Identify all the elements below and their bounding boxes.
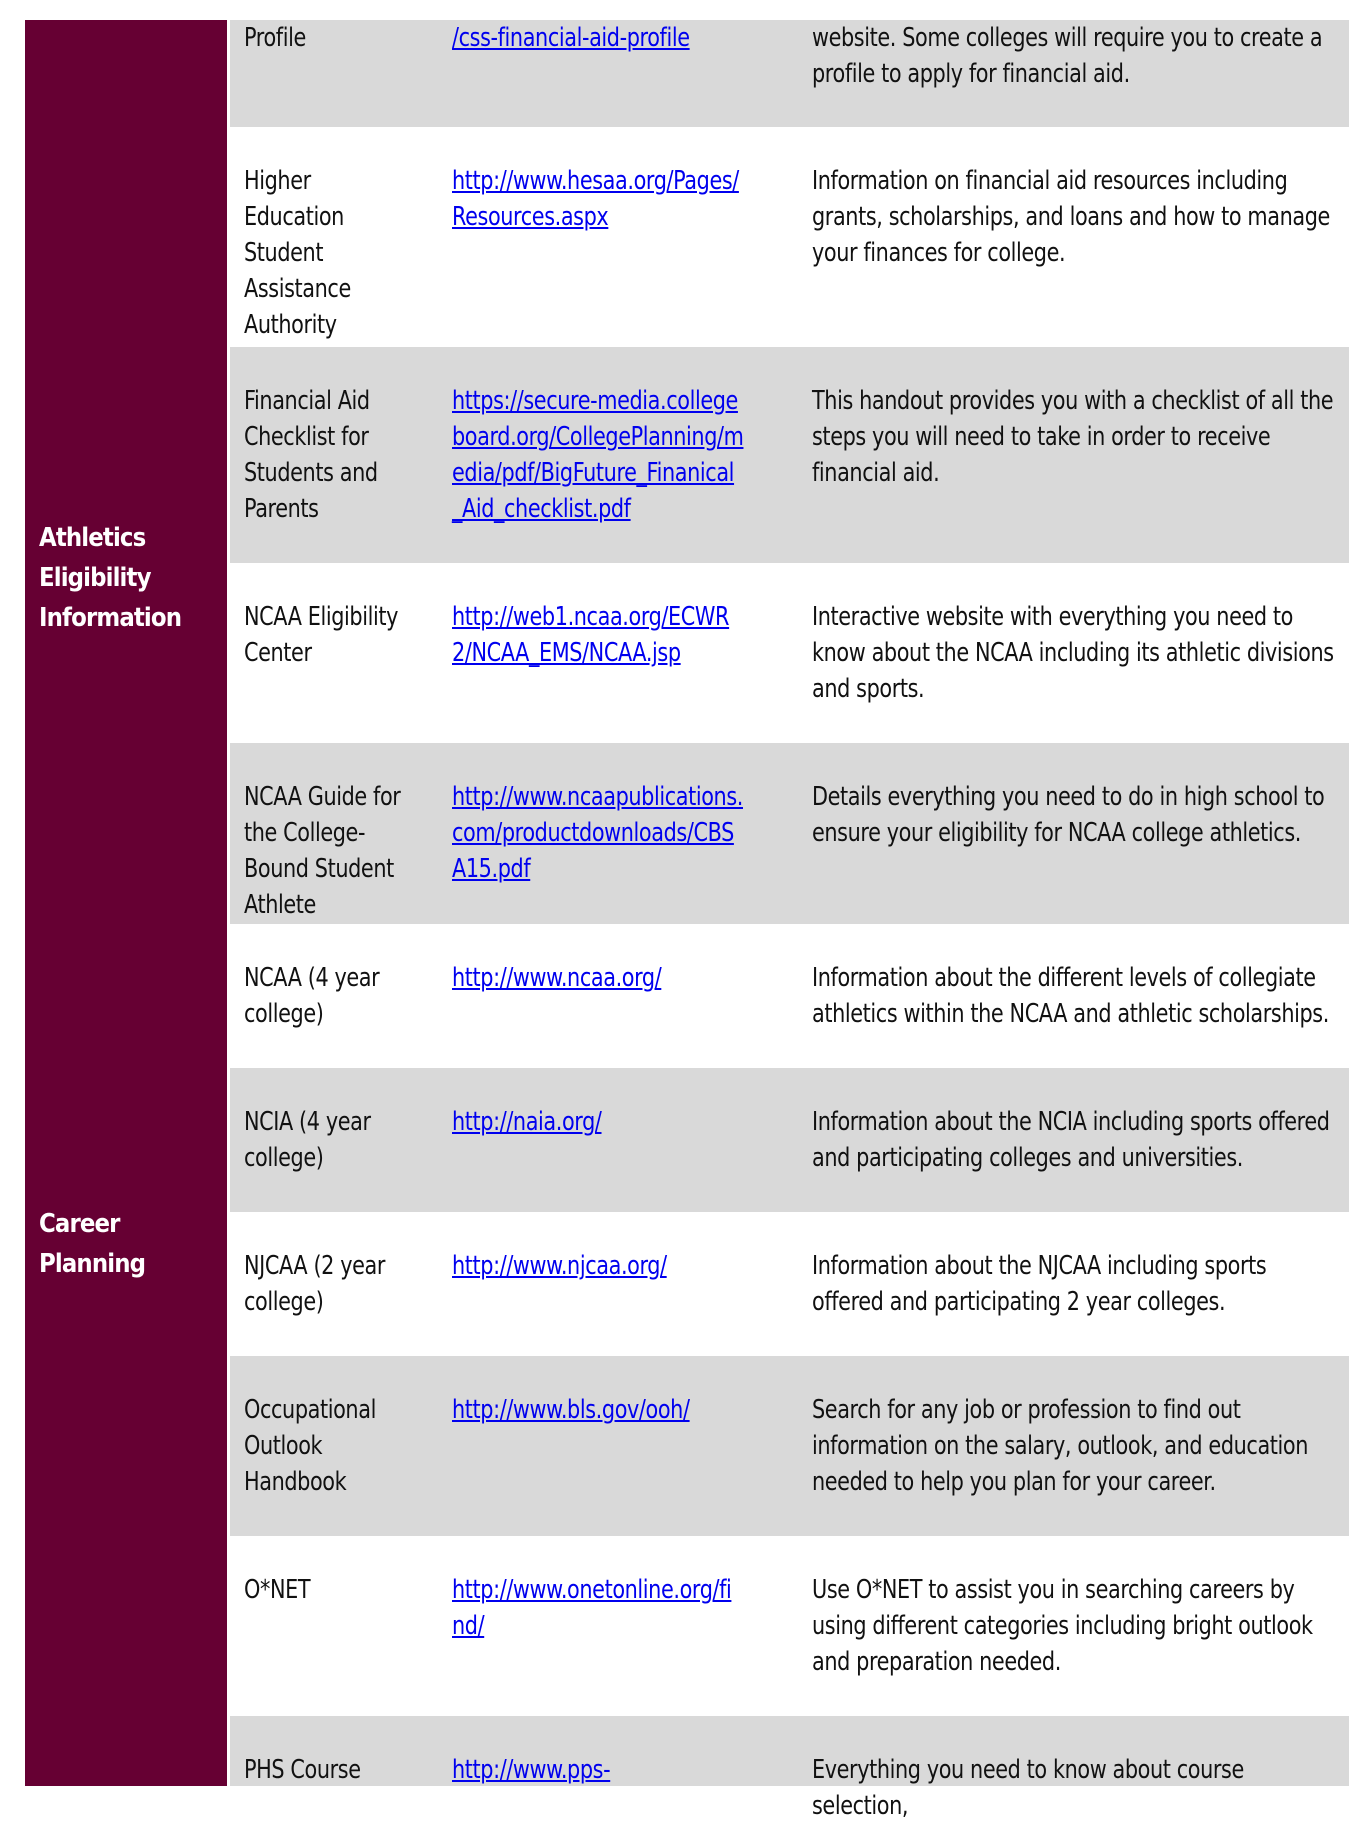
resource-description: Interactive website with everything you need to know about the NCAA including its athletic divisions and sports. (812, 602, 1334, 704)
resource-description: Information about the different levels of collegiate athletics within the NCAA and athletic scholarships. (812, 963, 1329, 1029)
category-athletics-eligibility: Athletics Eligibility Information (39, 523, 182, 633)
table-row (230, 743, 1349, 924)
resource-link-cell (452, 383, 744, 527)
resource-link[interactable]: http://www.ncaa.org/ (452, 963, 662, 993)
resource-name: NCAA Eligibility Center (244, 602, 399, 668)
resource-table (25, 20, 1349, 1821)
resource-name: Occupational Outlook Handbook (244, 1395, 376, 1497)
resource-description: Information about the NJCAA including sports offered and participating 2 year colleges. (812, 1251, 1267, 1317)
resource-link-cell (452, 1248, 744, 1284)
table-row (230, 127, 1349, 347)
resource-name: Higher Education Student Assistance Authority (244, 166, 351, 340)
table-row (230, 347, 1349, 563)
resource-name: NCAA (4 year college) (244, 963, 380, 1029)
resource-link-cell (452, 599, 744, 671)
resource-link-cell (452, 20, 744, 56)
resource-link[interactable]: http://www.hesaa.org/Pages/Resources.aspx (452, 166, 739, 232)
resource-link-cell (452, 779, 744, 887)
resource-link[interactable]: http://www.ncaapublications.com/productdownloads/CBSA15.pdf (452, 782, 743, 884)
resource-link-cell (452, 960, 744, 996)
resource-name: PHS Course (244, 1755, 361, 1785)
category-career-planning: Career Planning (39, 1209, 146, 1279)
resource-link[interactable]: http://web1.ncaa.org/ECWR2/NCAA_EMS/NCAA.jsp (452, 602, 730, 668)
resource-link-cell (452, 1104, 744, 1140)
resource-link-cell (452, 1572, 744, 1644)
resource-link-cell (452, 1752, 744, 1788)
resource-link[interactable]: http://naia.org/ (452, 1107, 602, 1137)
resource-name: NCIA (4 year college) (244, 1107, 371, 1173)
resource-link[interactable]: http://www.bls.gov/ooh/ (452, 1395, 690, 1425)
resource-link[interactable]: /css-financial-aid-profile (452, 23, 690, 53)
table-row (230, 1716, 1349, 1821)
table-row (230, 1356, 1349, 1536)
resource-description: Everything you need to know about course selection, (812, 1755, 1244, 1821)
resource-name: Financial Aid Checklist for Students and Parents (244, 386, 378, 524)
resource-description: Information on financial aid resources including grants, scholarships, and loans and how to manage your finances for college. (812, 166, 1330, 268)
resource-name: NJCAA (2 year college) (244, 1251, 386, 1317)
resource-description: This handout provides you with a checklist of all the steps you will need to take in order to receive financial aid. (812, 386, 1334, 488)
resource-name: Profile (244, 23, 306, 53)
resource-link[interactable]: http://www.onetonline.org/find/ (452, 1575, 732, 1641)
resource-link-cell (452, 1392, 744, 1428)
table-row (230, 1212, 1349, 1356)
table-row (230, 563, 1349, 743)
resource-name: NCAA Guide for the College-Bound Student Athlete (244, 782, 401, 920)
resource-description: Information about the NCIA including sports offered and participating colleges and universities. (812, 1107, 1330, 1173)
category-column (25, 20, 230, 1786)
resource-description: Search for any job or profession to find out information on the salary, outlook, and education needed to help you plan for your career. (812, 1395, 1309, 1497)
table-row (230, 924, 1349, 1068)
resource-name: O*NET (244, 1575, 311, 1605)
resource-link[interactable]: http://www.pps- (452, 1755, 611, 1785)
resource-description: Use O*NET to assist you in searching careers by using different categories including bright outlook and preparation needed. (812, 1575, 1313, 1677)
resource-link-cell (452, 163, 744, 235)
resource-description: Details everything you need to do in high school to ensure your eligibility for NCAA college athletics. (812, 782, 1325, 848)
table-row (230, 1068, 1349, 1212)
resource-link[interactable]: https://secure-media.collegeboard.org/CollegePlanning/media/pdf/BigFuture_Finanical_Aid_checklist.pdf (452, 386, 744, 524)
resource-description: website. Some colleges will require you to create a profile to apply for financial aid. (812, 23, 1323, 89)
resource-link[interactable]: http://www.njcaa.org/ (452, 1251, 667, 1281)
table-row (230, 20, 1349, 127)
table-row (230, 1536, 1349, 1716)
